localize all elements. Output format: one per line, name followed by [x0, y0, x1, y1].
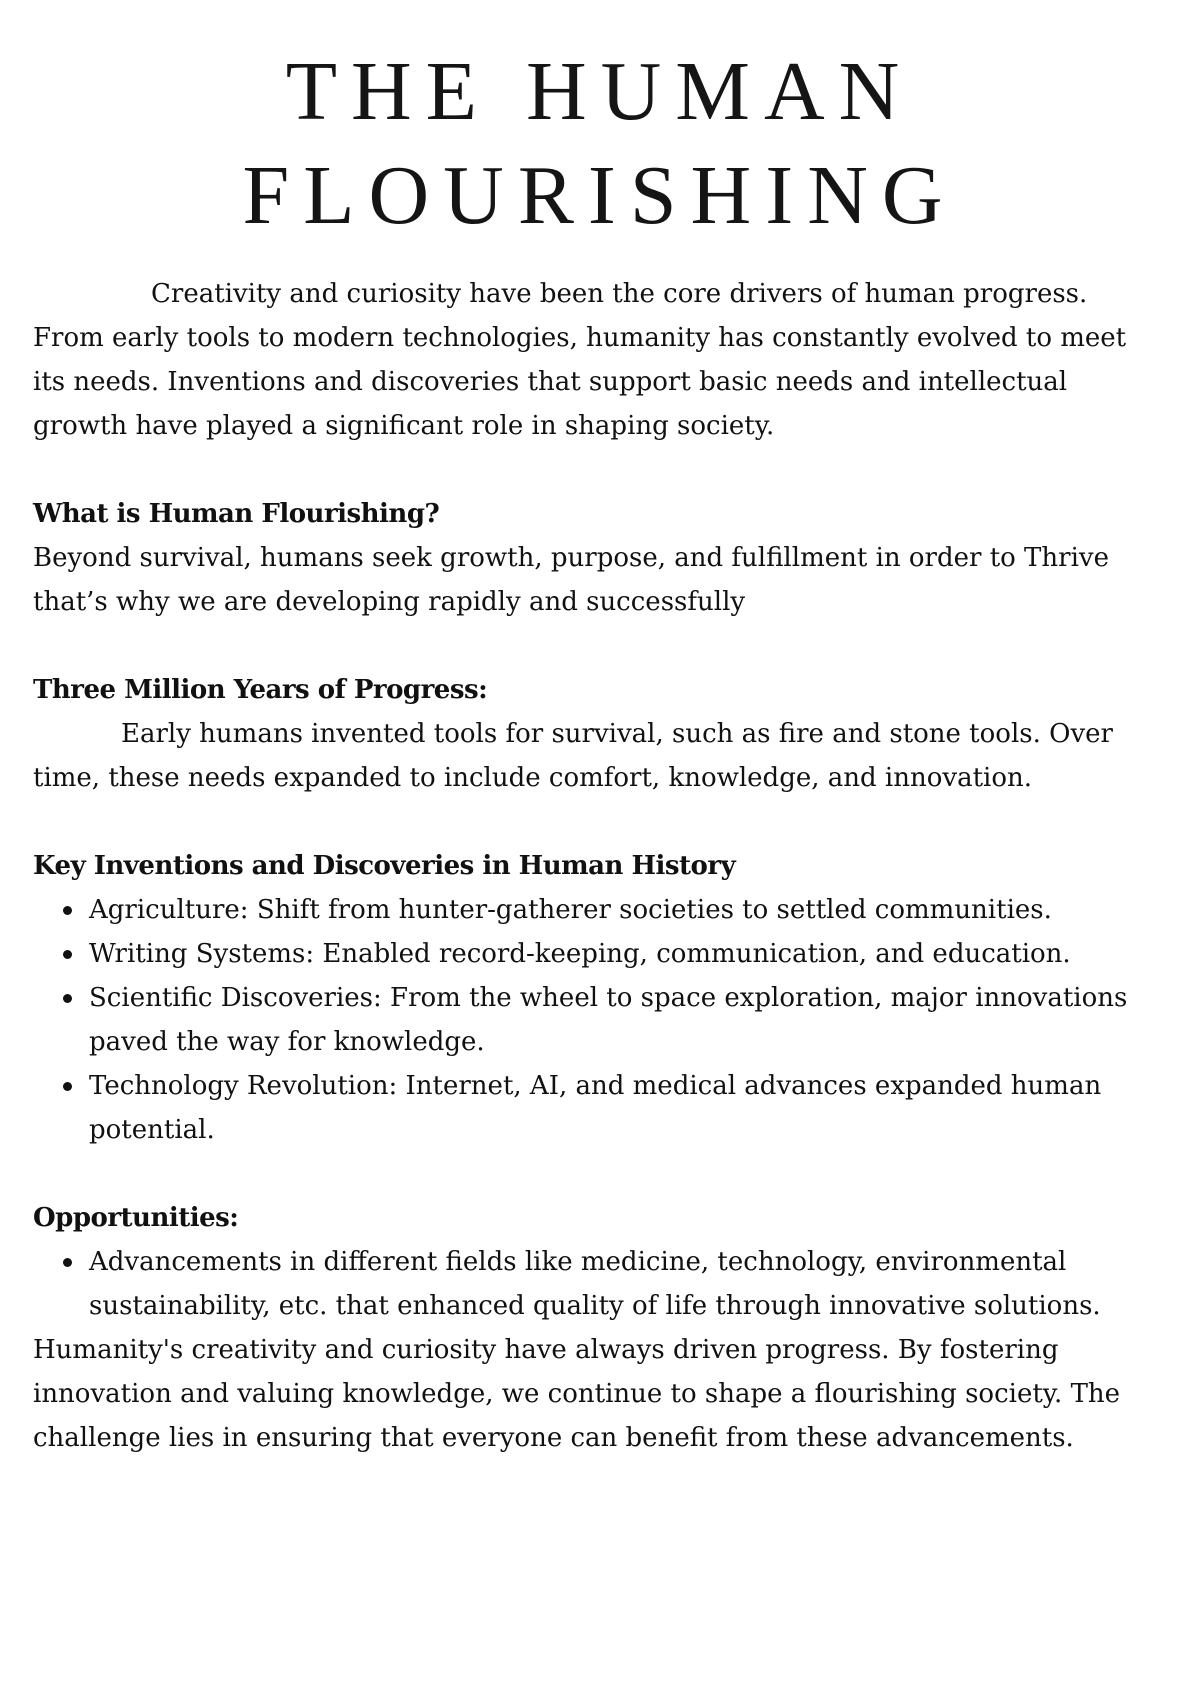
key-inventions-list: [33, 888, 1166, 1152]
section-body-human-flourishing: Beyond survival, humans seek growth, purpose, and fulfillment in order to Thrive that’s why we are developing rapidly and successfully: [33, 543, 1109, 617]
title-line-1: THE HUMAN: [285, 45, 914, 138]
title-line-2: FLOURISHING: [242, 149, 957, 242]
section-heading-opportunities: Opportunities:: [33, 1203, 239, 1233]
list-item: Scientific Discoveries: From the wheel to space exploration, major innovations paved the way for knowledge.: [89, 976, 1166, 1064]
document-title: [33, 40, 1166, 248]
spacer: [33, 800, 1166, 844]
spacer: [33, 448, 1166, 492]
section-heading-progress: Three Million Years of Progress:: [33, 675, 488, 705]
document-body: [33, 272, 1166, 1460]
list-item: Advancements in different fields like medicine, technology, environmental sustainability, etc. that enhanced quality of life through innovative solutions.: [89, 1240, 1166, 1328]
list-item: Technology Revolution: Internet, AI, and medical advances expanded human potential.: [89, 1064, 1166, 1152]
list-item: Writing Systems: Enabled record-keeping, communication, and education.: [89, 932, 1166, 976]
conclusion-paragraph: Humanity's creativity and curiosity have always driven progress. By fostering innovation and valuing knowledge, we continue to shape a flourishing society. The challenge lies in ensuring that everyone can benefit from these advancements.: [33, 1335, 1121, 1453]
spacer: [33, 1152, 1166, 1196]
section-body-progress: Early humans invented tools for survival, such as fire and stone tools. Over time, these needs expanded to include comfort, knowledge, and innovation.: [33, 719, 1113, 793]
intro-paragraph: Creativity and curiosity have been the core drivers of human progress. From early tools to modern technologies, humanity has constantly evolved to meet its needs. Inventions and discoveries that support basic needs and intellectual growth have played a significant role in shaping society.: [33, 279, 1127, 441]
section-heading-key-inventions: Key Inventions and Discoveries in Human History: [33, 851, 736, 881]
spacer: [33, 624, 1166, 668]
list-item: Agriculture: Shift from hunter-gatherer societies to settled communities.: [89, 888, 1166, 932]
section-heading-human-flourishing: What is Human Flourishing?: [33, 499, 440, 529]
opportunities-list: [33, 1240, 1166, 1328]
